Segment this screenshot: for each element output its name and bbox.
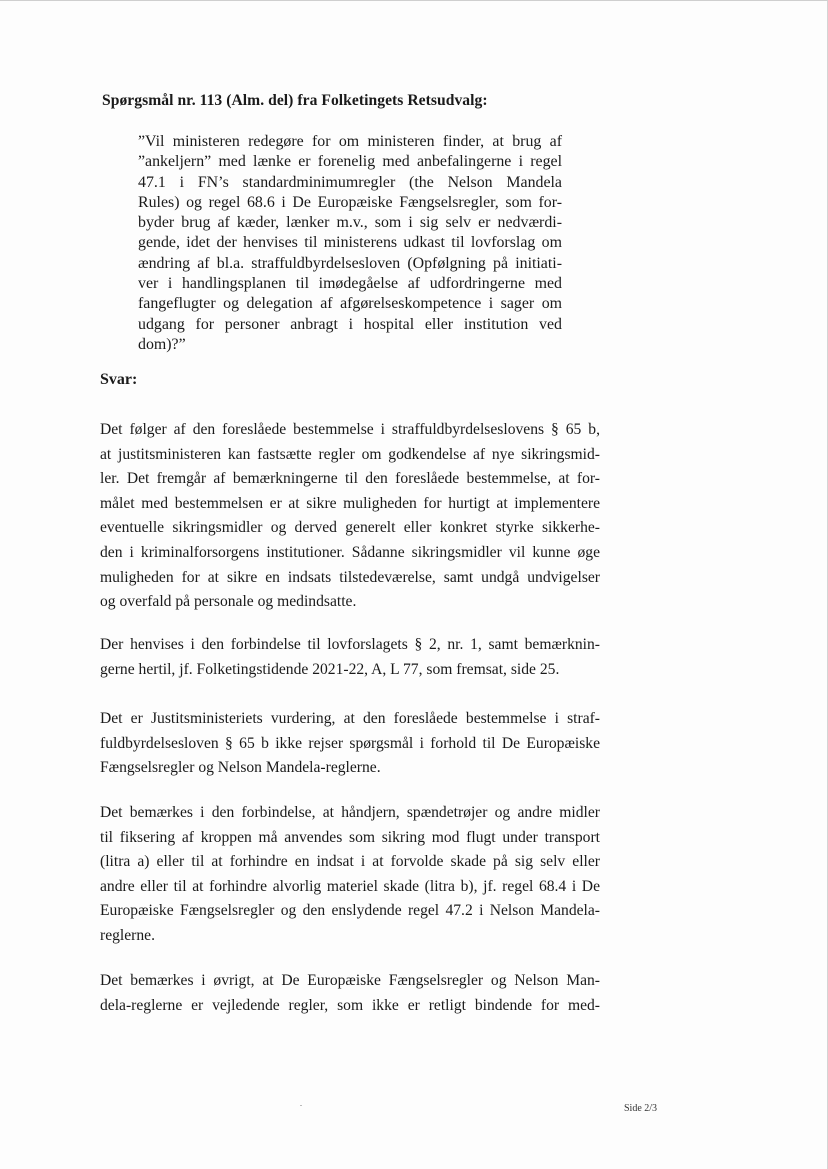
paragraph-line: Det bemærkes i øvrigt, at De Europæiske Fængselsregler og Nelson Man- bbox=[100, 972, 600, 989]
paragraph-line: ler. Det fremgår af bemærkningerne til den foreslåede bestemmelse, at for- bbox=[100, 470, 600, 488]
paragraph-line: (litra a) eller til at forhindre en indsat i at forvolde skade på sig selv eller bbox=[100, 853, 600, 871]
quote-line: ”ankeljern” med lænke er forenelig med anbefalingerne i regel bbox=[138, 153, 562, 171]
paragraph-line: Der henvises i den forbindelse til lovforslagets § 2, nr. 1, samt bemærknin- bbox=[100, 636, 600, 653]
paragraph-line: eventuelle sikringsmidler og derved generelt eller konkret styrke sikkerhe- bbox=[100, 519, 600, 537]
paragraph-line: gerne hertil, jf. Folketingstidende 2021-22, A, L 77, som fremsat, side 25. bbox=[100, 660, 560, 678]
paragraph-line: til fiksering af kroppen må anvendes som sikring mod flugt under transport bbox=[100, 828, 600, 846]
paragraph-line: Europæiske Fængselsregler og den enslydende regel 47.2 i Nelson Mandela- bbox=[100, 902, 600, 920]
quote-line: 47.1 i FN’s standardminimumregler (the Nelson Mandela bbox=[138, 173, 562, 191]
paragraph-line: og overfald på personale og medindsatte. bbox=[100, 593, 357, 611]
quote-line: ”Vil ministeren redegøre for om ministeren finder, at brug af bbox=[138, 133, 562, 150]
quote-line: byder brug af kæder, lænker m.v., som i sig selv er nedværdi- bbox=[138, 214, 562, 232]
paragraph-line: andre eller til at forhindre alvorlig materiel skade (litra b), jf. regel 68.4 i De bbox=[100, 877, 600, 895]
answer-paragraph-4 bbox=[100, 801, 600, 949]
answer-paragraph-1 bbox=[100, 418, 600, 615]
scan-speck bbox=[300, 1105, 302, 1106]
paragraph-line: fuldbyrdelsesloven § 65 b ikke rejser spørgsmål i forhold til De Europæiske bbox=[100, 734, 600, 752]
paragraph-line: at justitsministeren kan fastsætte regler om godkendelse af nye sikringsmid- bbox=[100, 445, 600, 463]
paragraph-line: Det bemærkes i den forbindelse, at håndjern, spændetrøjer og andre midler bbox=[100, 804, 600, 821]
paragraph-line: Det følger af den foreslåede bestemmelse i straffuldbyrdelseslovens § 65 b, bbox=[100, 421, 600, 438]
paragraph-line: muligheden for at sikre en indsats tilstedeværelse, samt undgå undvigelser bbox=[100, 568, 600, 586]
answer-paragraph-2 bbox=[100, 633, 600, 682]
paragraph-line: Fængselsregler og Nelson Mandela-reglerne. bbox=[100, 759, 381, 777]
quote-line: Rules) og regel 68.6 i De Europæiske Fængselsregler, som for- bbox=[138, 193, 562, 211]
quote-line: udgang for personer anbragt i hospital eller institution ved bbox=[138, 315, 562, 333]
paragraph-line: Det er Justitsministeriets vurdering, at den foreslåede bestemmelse i straf- bbox=[100, 710, 600, 727]
paragraph-line: den i kriminalforsorgens institutioner. Sådanne sikringsmidler vil kunne øge bbox=[100, 543, 600, 561]
quote-line: ver i handlingsplanen til imødegåelse af udfordringerne med bbox=[138, 275, 562, 293]
quote-line: fangeflugter og delegation af afgørelseskompetence i sager om bbox=[138, 295, 562, 313]
answer-paragraph-5 bbox=[100, 969, 600, 1018]
question-heading: Spørgsmål nr. 113 (Alm. del) fra Folketingets Retsudvalg: bbox=[102, 92, 488, 109]
quote-line: gende, idet der henvises til ministerens udkast til lovforslag om bbox=[138, 234, 562, 252]
paragraph-line: målet med bestemmelsen er at sikre muligheden for hurtigt at implementere bbox=[100, 494, 600, 512]
paragraph-line: reglerne. bbox=[100, 926, 155, 944]
quote-line: dom)?” bbox=[138, 335, 186, 353]
quote-line: ændring af bl.a. straffuldbyrdelsesloven (Opfølgning på initiati- bbox=[138, 254, 562, 272]
answer-label: Svar: bbox=[100, 371, 138, 388]
page-number: Side 2/3 bbox=[624, 1103, 658, 1114]
paragraph-line: dela-reglerne er vejledende regler, som ikke er retligt bindende for med- bbox=[100, 996, 600, 1014]
answer-paragraph-3 bbox=[100, 707, 600, 781]
question-quote bbox=[138, 132, 562, 355]
